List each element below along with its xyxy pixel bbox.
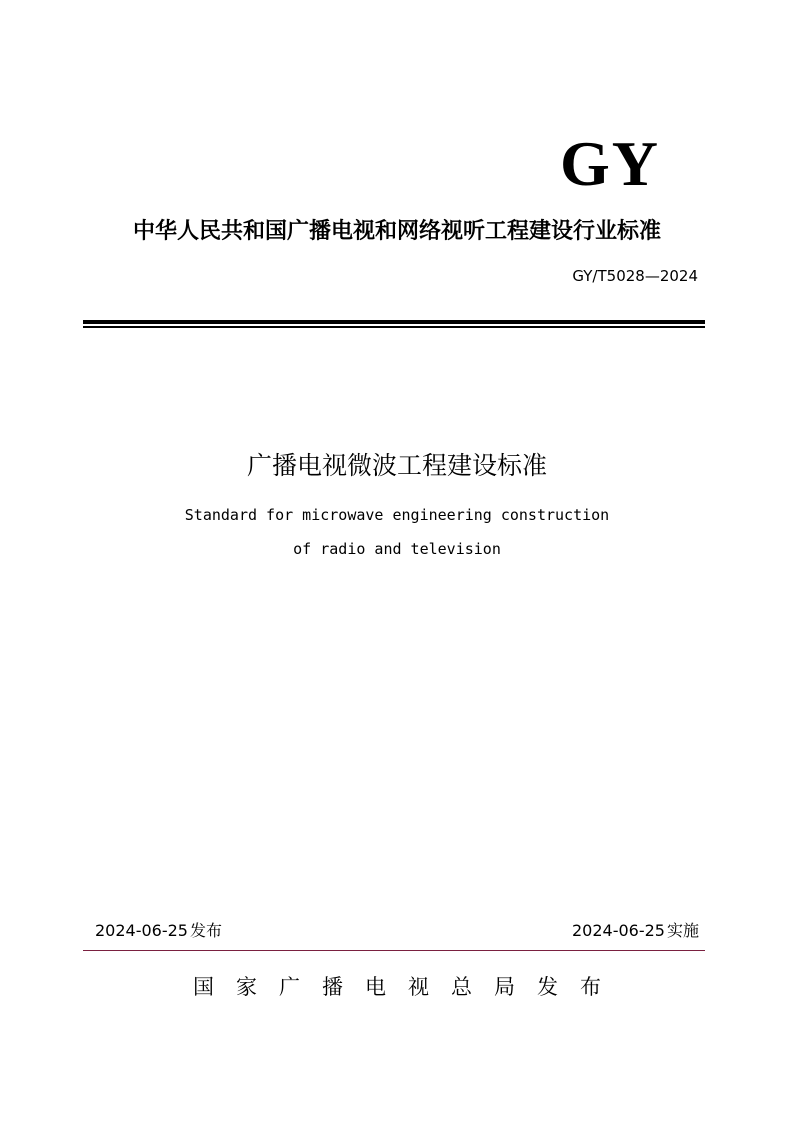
implement-label: 实施 xyxy=(666,921,699,940)
publisher: 国家广播电视总局发布 xyxy=(193,975,623,999)
standard-logo: GY xyxy=(560,128,660,199)
implement-date-block xyxy=(572,920,699,942)
document-title-en-line1: Standard for microwave engineering construction xyxy=(184,506,610,524)
implement-date: 2024-06-25 xyxy=(572,921,665,940)
header-divider-thin xyxy=(83,326,705,328)
release-label: 发布 xyxy=(189,921,222,940)
header-divider-thick xyxy=(83,320,705,324)
footer-divider xyxy=(83,950,705,951)
release-date: 2024-06-25 xyxy=(95,921,188,940)
release-date-block xyxy=(95,920,222,942)
industry-standard-title: 中华人民共和国广播电视和网络视听工程建设行业标准 xyxy=(132,219,661,244)
standard-number: GY/T5028—2024 xyxy=(572,267,698,285)
document-title-en-line2: of radio and television xyxy=(293,540,501,558)
document-title-cn: 广播电视微波工程建设标准 xyxy=(246,451,547,480)
